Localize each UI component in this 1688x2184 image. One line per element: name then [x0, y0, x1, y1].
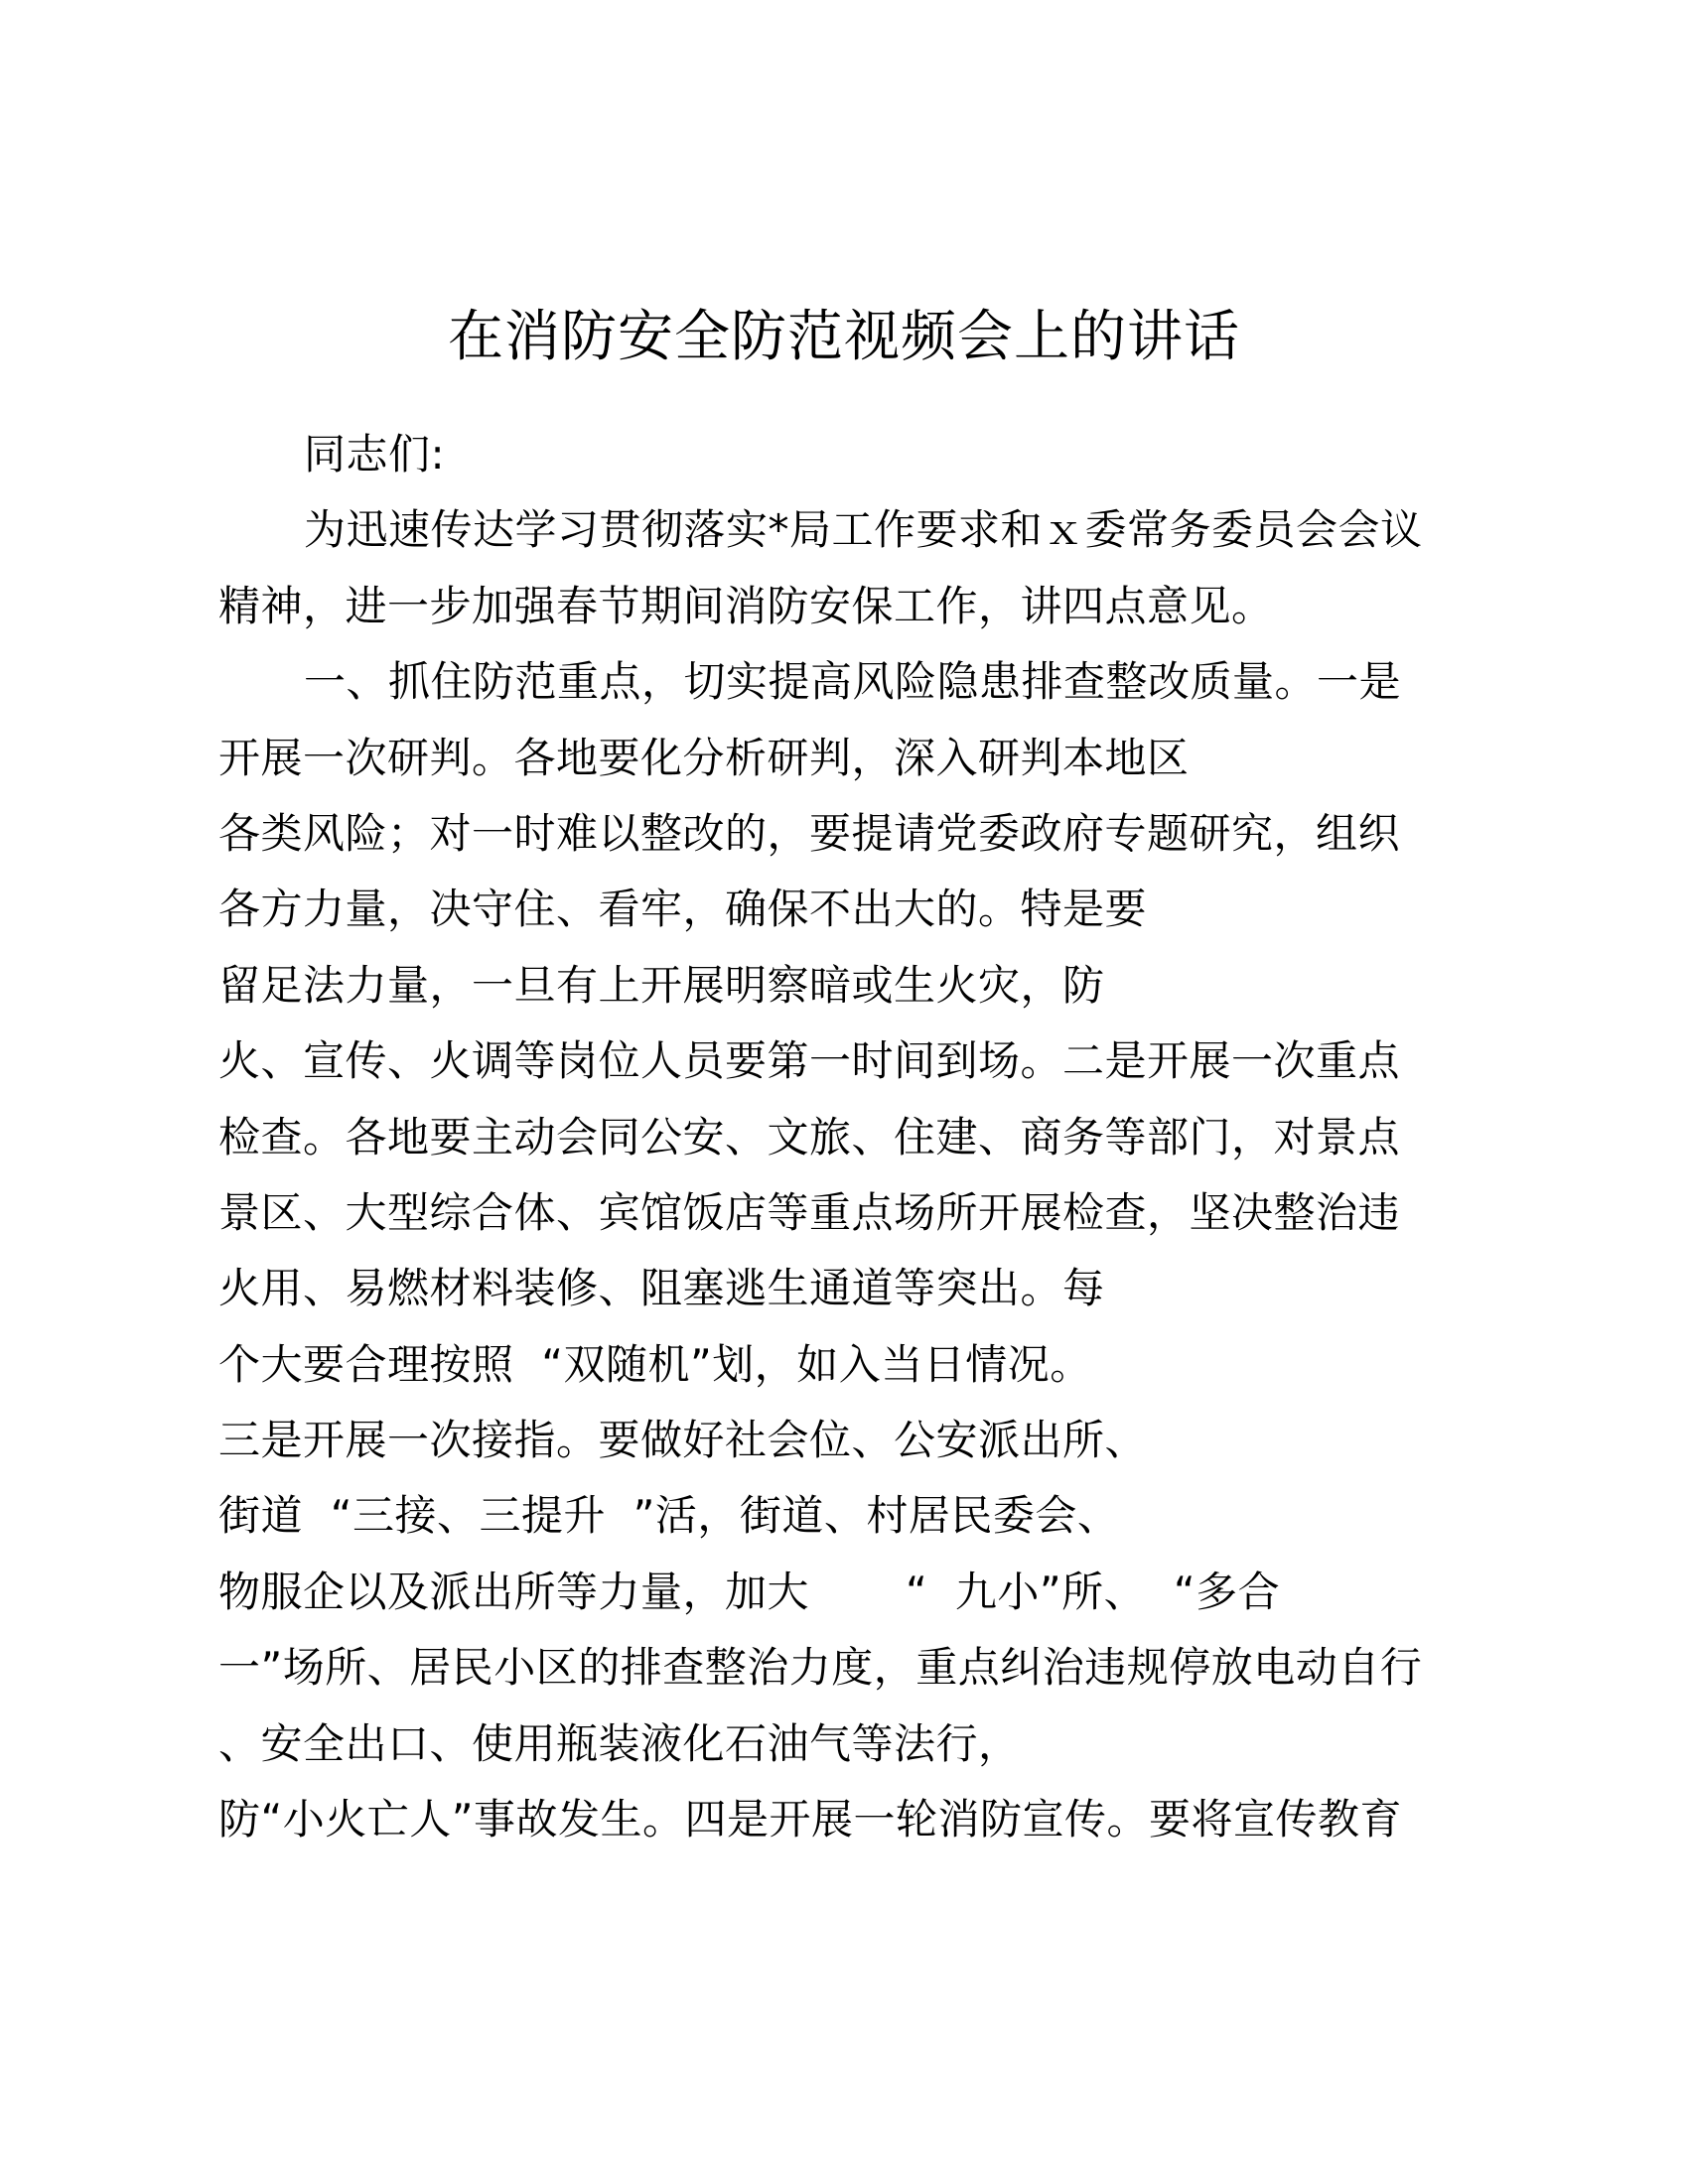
paragraph-line: 防“小火亡人”事故发生。四是开展一轮消防宣传。要将宣传教育	[218, 1795, 1403, 1844]
paragraph-line: 火、宣传、火调等岗位人员要第一时间到场。二是开展一次重点	[218, 1036, 1401, 1086]
paragraph-line: 精神，进一步加强春节期间消防安保工作，讲四点意见。	[218, 581, 1274, 630]
salutation: 同志们:	[304, 430, 446, 478]
paragraph-line: 物服企以及派出所等力量，加大 “ 九小”所、 “多合	[218, 1567, 1281, 1616]
paragraph-line: 各方力量，决守住、看牢，确保不出大的。特是要	[218, 885, 1148, 934]
paragraph-line: 、安全出口、使用瓶装液化石油气等法行，	[218, 1718, 1021, 1768]
paragraph-line: 为迅速传达学习贯彻落实*局工作要求和ｘ委常务委员会会议	[304, 505, 1423, 555]
paragraph-line: 三是开展一次接指。要做好社会位、公安派出所、	[218, 1416, 1148, 1465]
paragraph-line: 开展一次研判。各地要化分析研判，深入研判本地区	[218, 733, 1190, 782]
paragraph-line: 各类风险；对一时难以整改的，要提请党委政府专题研究，组织	[218, 808, 1401, 858]
paragraph-line: 街道 “三接、三提升 ”活，街道、村居民委会、	[218, 1491, 1120, 1541]
document-title: 在消防安全防范视频会上的讲话	[448, 305, 1240, 369]
paragraph-line: 火用、易燃材料装修、阻塞逃生通道等突出。每	[218, 1264, 1105, 1313]
paragraph-line: 一”场所、居民小区的排查整治力度，重点纠治违规停放电动自行	[218, 1643, 1423, 1693]
paragraph-line: 检查。各地要主动会同公安、文旅、住建、商务等部门，对景点	[218, 1112, 1401, 1161]
document-body	[218, 417, 1470, 1857]
paragraph-line: 一、抓住防范重点，切实提高风险隐患排查整改质量。一是	[304, 657, 1402, 707]
paragraph-line: 个大要合理按照 “双随机”划，如入当日情况。	[218, 1339, 1092, 1389]
paragraph-line: 景区、大型综合体、宾馆饭店等重点场所开展检查，坚决整治违	[218, 1187, 1401, 1237]
paragraph-line: 留足法力量，一旦有上开展明察暗或生火灾，防	[218, 960, 1105, 1010]
